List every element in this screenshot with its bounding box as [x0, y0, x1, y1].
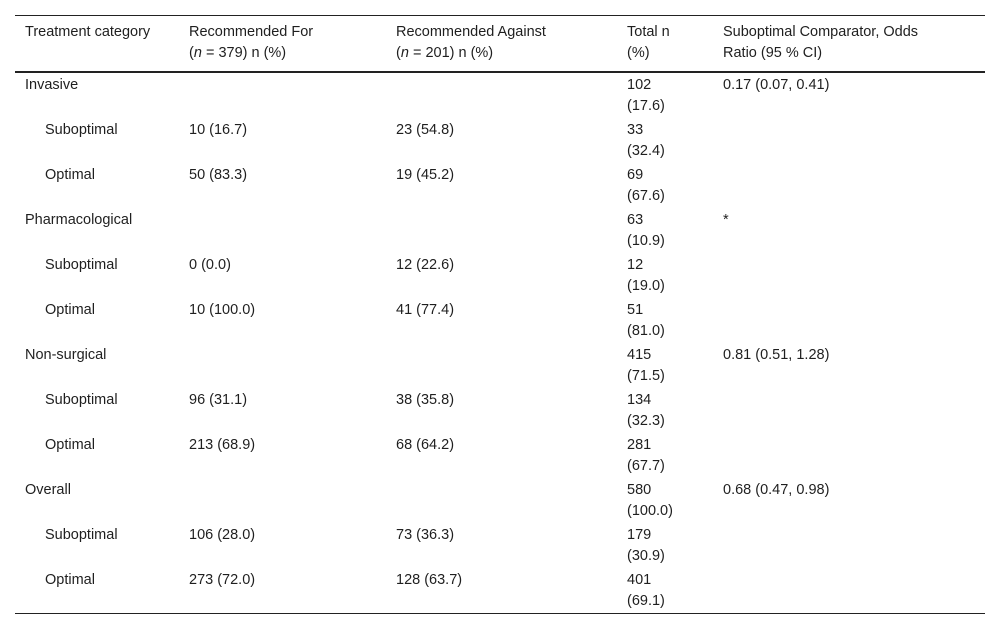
- cell-total: 415 (71.5): [627, 347, 665, 384]
- cell-odds-ratio: 0.68 (0.47, 0.98): [723, 482, 830, 498]
- table-row: [15, 118, 985, 163]
- cell-recommended-against: [386, 478, 617, 523]
- cell-recommended-against: [386, 343, 617, 388]
- cell-odds-ratio: [713, 253, 985, 298]
- cell-total: 134 (32.3): [627, 392, 665, 429]
- cell-category: Invasive: [25, 77, 79, 93]
- cell-recommended-for: 10 (100.0): [189, 302, 256, 318]
- cell-odds-ratio: [713, 433, 985, 478]
- header-recommended-for: Recommended For (n = 379) n (%): [189, 24, 314, 61]
- cell-category: Pharmacological: [25, 212, 133, 228]
- cell-category: Optimal: [45, 167, 95, 183]
- cell-recommended-for: 106 (28.0): [189, 527, 256, 543]
- cell-total: 51 (81.0): [627, 302, 665, 339]
- cell-total: 63 (10.9): [627, 212, 665, 249]
- cell-total: 102 (17.6): [627, 77, 665, 114]
- cell-recommended-against: [386, 72, 617, 118]
- header-recommended-against: Recommended Against (n = 201) n (%): [396, 24, 546, 61]
- table-row: [15, 478, 985, 523]
- table-header: [15, 16, 985, 73]
- cell-recommended-against: 23 (54.8): [396, 122, 455, 138]
- cell-category: Optimal: [45, 437, 95, 453]
- table-row: [15, 208, 985, 253]
- cell-odds-ratio: [713, 298, 985, 343]
- table-body: [15, 72, 985, 614]
- cell-total: 580 (100.0): [627, 482, 673, 519]
- cell-recommended-for: 213 (68.9): [189, 437, 256, 453]
- cell-category: Optimal: [45, 572, 95, 588]
- cell-recommended-against: 68 (64.2): [396, 437, 455, 453]
- cell-recommended-for: 10 (16.7): [189, 122, 248, 138]
- cell-odds-ratio: 0.81 (0.51, 1.28): [723, 347, 830, 363]
- cell-total: 33 (32.4): [627, 122, 665, 159]
- cell-total: 12 (19.0): [627, 257, 665, 294]
- cell-odds-ratio: [713, 388, 985, 433]
- cell-total: 281 (67.7): [627, 437, 665, 474]
- cell-recommended-for: [179, 208, 386, 253]
- cell-category: Optimal: [45, 302, 95, 318]
- table-row: [15, 253, 985, 298]
- cell-recommended-against: 73 (36.3): [396, 527, 455, 543]
- cell-category: Non-surgical: [25, 347, 107, 363]
- cell-recommended-for: 273 (72.0): [189, 572, 256, 588]
- cell-category: Suboptimal: [45, 392, 118, 408]
- cell-category: Suboptimal: [45, 122, 118, 138]
- cell-recommended-for: 96 (31.1): [189, 392, 248, 408]
- results-table-container: [15, 15, 985, 614]
- table-row: [15, 568, 985, 614]
- cell-recommended-against: [386, 208, 617, 253]
- cell-recommended-against: 38 (35.8): [396, 392, 455, 408]
- cell-recommended-against: 128 (63.7): [396, 572, 463, 588]
- table-row: [15, 343, 985, 388]
- header-total: Total n (%): [627, 24, 670, 61]
- header-row: [15, 16, 985, 73]
- table-row: [15, 72, 985, 118]
- table-row: [15, 388, 985, 433]
- cell-recommended-for: 0 (0.0): [189, 257, 231, 273]
- cell-recommended-for: [179, 343, 386, 388]
- treatment-recommendation-table: [15, 15, 985, 614]
- cell-total: 179 (30.9): [627, 527, 665, 564]
- cell-category: Overall: [25, 482, 71, 498]
- cell-category: Suboptimal: [45, 527, 118, 543]
- cell-odds-ratio: [713, 568, 985, 614]
- table-row: [15, 163, 985, 208]
- table-row: [15, 298, 985, 343]
- cell-odds-ratio: [713, 523, 985, 568]
- cell-odds-ratio: *: [723, 212, 729, 228]
- cell-total: 69 (67.6): [627, 167, 665, 204]
- cell-category: Suboptimal: [45, 257, 118, 273]
- header-odds-ratio: Suboptimal Comparator, Odds Ratio (95 % CI): [723, 24, 919, 61]
- header-treatment-category: Treatment category: [25, 24, 151, 40]
- table-row: [15, 433, 985, 478]
- cell-odds-ratio: [713, 118, 985, 163]
- cell-recommended-for: [179, 72, 386, 118]
- table-row: [15, 523, 985, 568]
- cell-recommended-against: 19 (45.2): [396, 167, 455, 183]
- cell-odds-ratio: [713, 163, 985, 208]
- cell-odds-ratio: 0.17 (0.07, 0.41): [723, 77, 830, 93]
- cell-recommended-for: 50 (83.3): [189, 167, 248, 183]
- cell-recommended-for: [179, 478, 386, 523]
- cell-total: 401 (69.1): [627, 572, 665, 609]
- cell-recommended-against: 12 (22.6): [396, 257, 455, 273]
- cell-recommended-against: 41 (77.4): [396, 302, 455, 318]
